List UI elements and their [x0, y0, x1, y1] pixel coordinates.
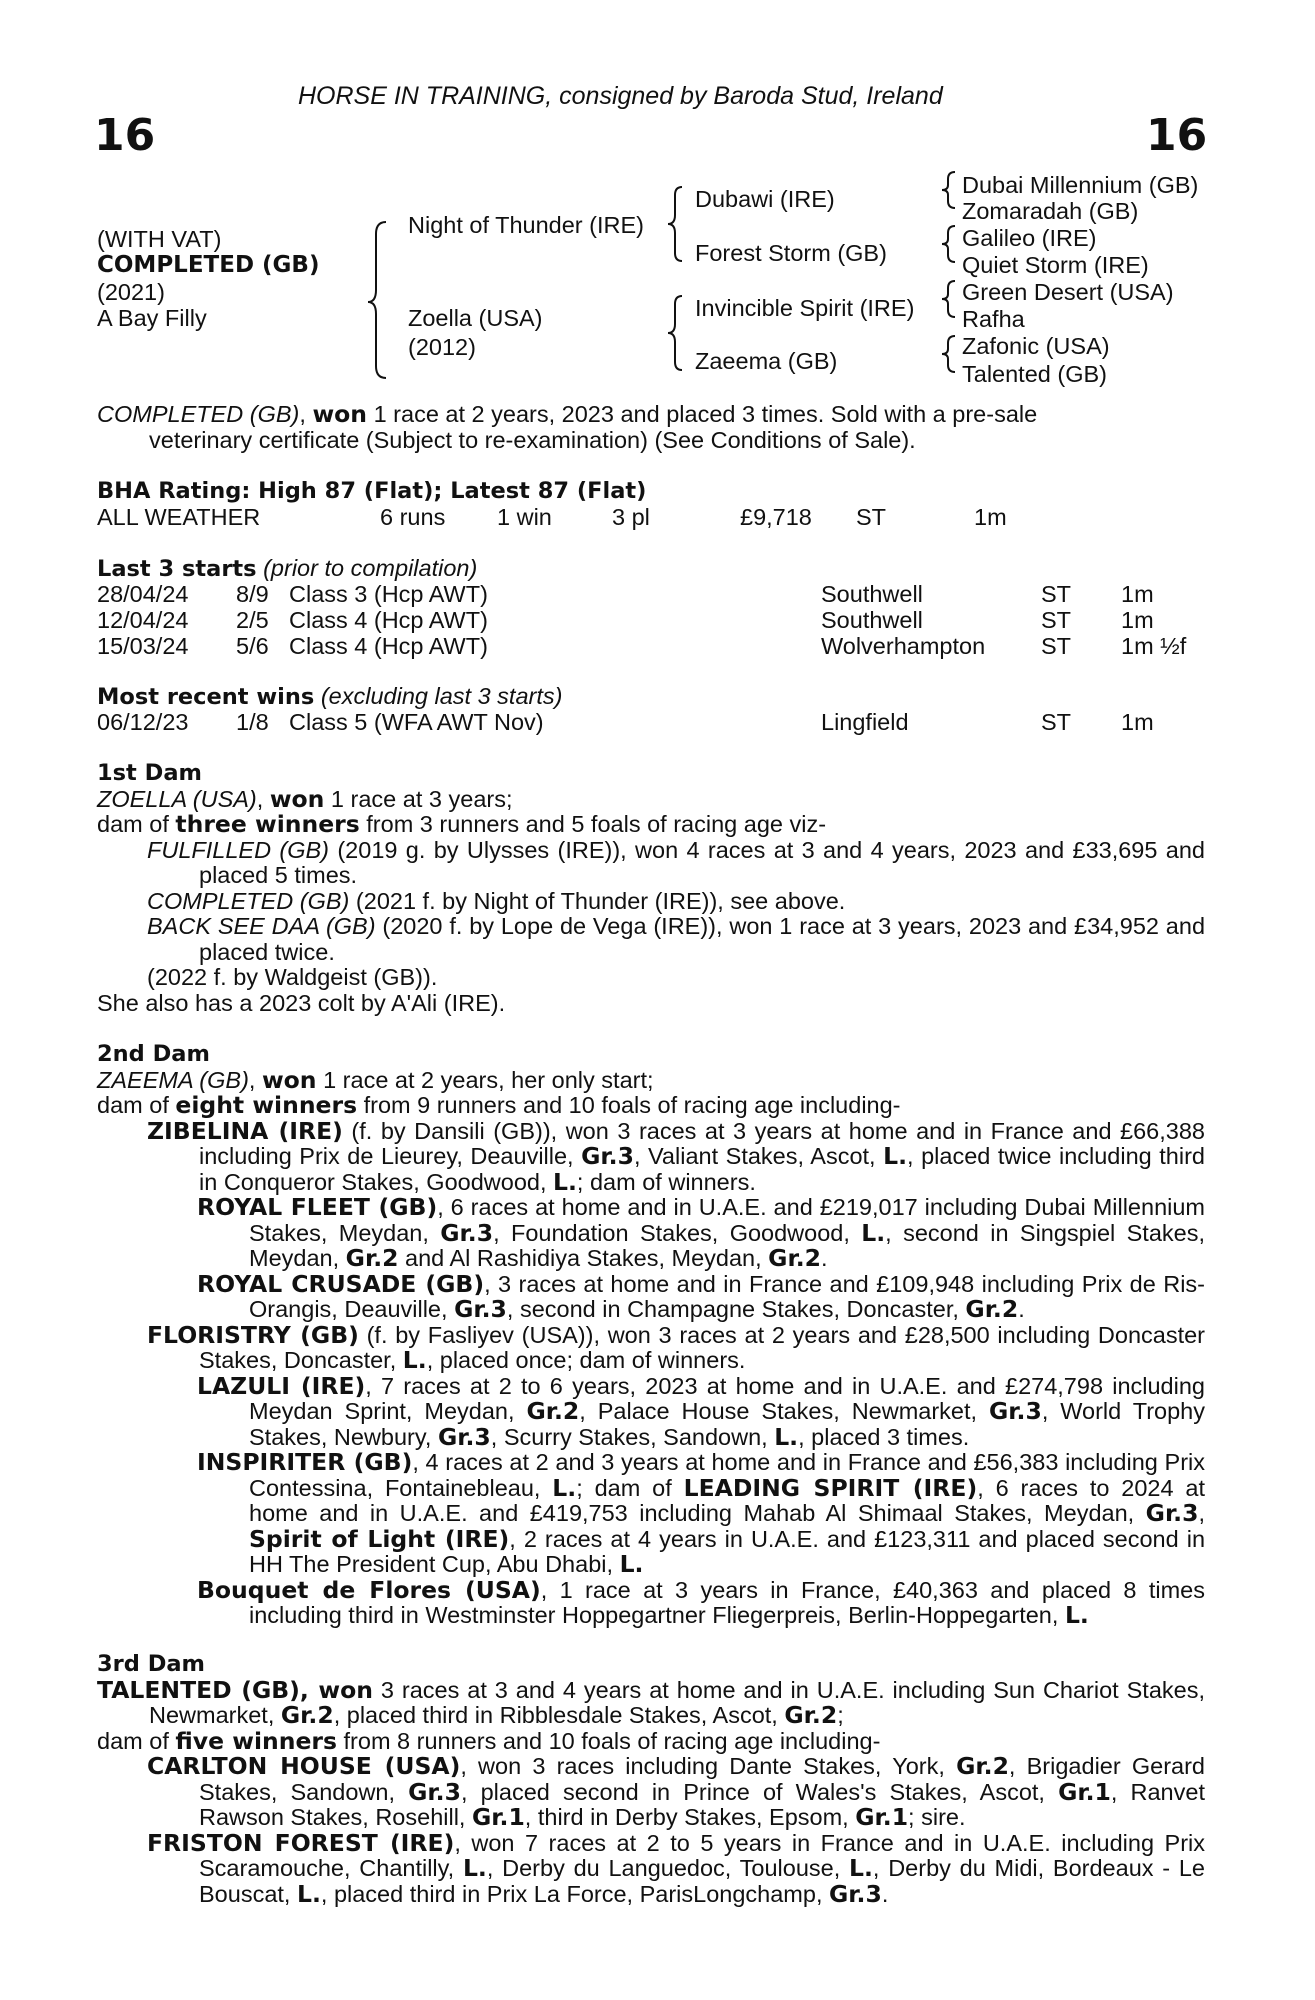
- sire-dam: Forest Storm (GB): [695, 240, 887, 266]
- last-start-date: 12/04/24: [97, 607, 189, 633]
- second-dam-section: 2nd Dam ZAEEMA (GB), won 1 race at 2 years, her only start; dam of eight winners from 9 runners and 10 foals of racing age including- ZIBELINA (IRE) (f. by Dansili (GB)), won 3 races at 3 years at home and in France and £66,388 including Prix de Lieurey, Deauville, Gr.3, Valiant Stakes, Ascot, L., placed twice including third in Conqueror Stakes, Goodwood, L.; dam of winners. ROYAL FLEET (GB), 6 races at home and in U.A.E. and £219,017 including Dubai Millennium Stakes, Meydan, Gr.3, Foundation Stakes, Goodwood, L., second in Singspiel Stakes, Meydan, Gr.2 and Al Rashidiya Stakes, Meydan, Gr.2. ROYAL CRUSADE (GB), 3 races at home and in France and £109,948 including Prix de Ris-Orangis, Deauville, Gr.3, second in Champagne Stakes, Doncaster, Gr.2. FLORISTRY (GB) (f. by Fasliyev (USA)), won 3 races at 2 years and £28,500 including Doncaster Stakes, Doncaster, L., placed once; dam of winners. LAZULI (IRE), 7 races at 2 to 6 years, 2023 at home and in U.A.E. and £274,798 including Meydan Sprint, Meydan, Gr.2, Palace House Stakes, Newmarket, Gr.3, World Trophy Stakes, Newbury, Gr.3, Scurry Stakes, Sandown, L., placed 3 times. INSPIRITER (GB), 4 races at 2 and 3 years at home and in France and £56,383 including Prix Contessina, Fontainebleau, L.; dam of LEADING SPIRIT (IRE), 6 races to 2024 at home and in U.A.E. and £419,753 including Mahab Al Shimaal Stakes, Meydan, Gr.3, Spirit of Light (IRE), 2 races at 4 years in U.A.E. and £123,311 and placed second in HH The President Cup, Abu Dhabi, L. Bouquet de Flores (USA), 1 race at 3 years in France, £40,363 and placed 8 times including third in Westminster Hoppegartner Fliegerpreis, Berlin-Hoppegarten, L.: [97, 1041, 1206, 1629]
- summary-won: won: [312, 400, 368, 428]
- last-start-going: ST: [1041, 581, 1072, 607]
- third-dam-title: 3rd Dam: [97, 1651, 205, 1677]
- last-start-going: ST: [1041, 607, 1072, 633]
- vat-note: (WITH VAT): [97, 226, 222, 252]
- recent-win-class: Class 5 (WFA AWT Nov): [289, 709, 544, 735]
- sire-sire-sire: Dubai Millennium (GB): [962, 172, 1199, 198]
- dam-dam-sire: Zafonic (USA): [962, 333, 1110, 359]
- last-start-date: 15/03/24: [97, 633, 189, 659]
- last-start-class: Class 4 (Hcp AWT): [289, 607, 488, 633]
- sire-dam-sire: Galileo (IRE): [962, 225, 1097, 251]
- dam: Zoella (USA): [408, 305, 543, 331]
- bouquet-de-flores: Bouquet de Flores (USA), 1 race at 3 years in France, £40,363 and placed 8 times including third in Westminster Hoppegartner Fliegerpreis, Berlin-Hoppegarten, L.: [197, 1575, 1205, 1629]
- rating-surface: ALL WEATHER: [97, 504, 261, 530]
- second-dam-title: 2nd Dam: [97, 1041, 210, 1067]
- friston-forest: FRISTON FOREST (IRE), won 7 races at 2 to 5 years in France and in U.A.E. including Prix Scaramouche, Chantilly, L., Derby du Languedoc, Toulouse, L., Derby du Midi, Bordeaux - Le Bouscat, L., placed third in Prix La Force, ParisLongchamp, Gr.3.: [147, 1828, 1205, 1908]
- recent-wins-title: Most recent wins (excluding last 3 starts): [97, 683, 563, 710]
- sale-header: HORSE IN TRAINING, consigned by Baroda Stud, Ireland: [298, 82, 943, 110]
- bha-rating: BHA Rating: High 87 (Flat); Latest 87 (Flat): [97, 478, 647, 504]
- first-dam-section: 1st Dam ZOELLA (USA), won 1 race at 3 years; dam of three winners from 3 runners and 5 foals of racing age viz- FULFILLED (GB) (2019 g. by Ulysses (IRE)), won 4 races at 3 and 4 years, 2023 and £33,695 and placed 5 times. COMPLETED (GB) (2021 f. by Night of Thunder (IRE)), see above. BACK SEE DAA (GB) (2020 f. by Lope de Vega (IRE)), won 1 race at 3 years, 2023 and £34,952 and placed twice. (2022 f. by Waldgeist (GB)). She also has a 2023 colt by A'Ali (IRE).: [97, 760, 1206, 1016]
- rating-going: ST: [856, 504, 887, 530]
- progeny-fulfilled: FULFILLED (GB) (2019 g. by Ulysses (IRE)), won 4 races at 3 and 4 years, 2023 and £33,695 and placed 5 times.: [147, 836, 1205, 888]
- last-start-course: Southwell: [821, 581, 923, 607]
- dam-sire-dam: Rafha: [962, 306, 1025, 332]
- lot-number-left: 16: [94, 110, 156, 161]
- rating-distance: 1m: [974, 504, 1007, 530]
- recent-win-date: 06/12/23: [97, 709, 189, 735]
- royal-crusade: ROYAL CRUSADE (GB), 3 races at home and in France and £109,948 including Prix de Ris-Orangis, Deauville, Gr.3, second in Champagne Stakes, Doncaster, Gr.2.: [197, 1269, 1205, 1323]
- carlton-house: CARLTON HOUSE (USA), won 3 races including Dante Stakes, York, Gr.2, Brigadier Gerard Stakes, Sandown, Gr.3, placed second in Prince of Wales's Stakes, Ascot, Gr.1, Ranvet Rawson Stakes, Rosehill, Gr.1, third in Derby Stakes, Epsom, Gr.1; sire.: [147, 1752, 1206, 1831]
- last-start-course: Wolverhampton: [821, 633, 986, 659]
- last-start-class: Class 4 (Hcp AWT): [289, 633, 488, 659]
- sire: Night of Thunder (IRE): [408, 212, 644, 238]
- last-start-dist: 1m ½f: [1121, 633, 1187, 659]
- dam-dam-dam: Talented (GB): [962, 361, 1107, 387]
- progeny-back-see-daa: BACK SEE DAA (GB) (2020 f. by Lope de Vega (IRE)), won 1 race at 3 years, 2023 and £34,952 and placed twice.: [147, 913, 1206, 965]
- rating-earnings: £9,718: [740, 504, 812, 530]
- dam-year: (2012): [408, 334, 476, 360]
- sire-dam-dam: Quiet Storm (IRE): [962, 252, 1149, 278]
- progeny-2023: She also has a 2023 colt by A'Ali (IRE).: [97, 989, 506, 1016]
- third-dam-section: 3rd Dam TALENTED (GB), won 3 races at 3 and 4 years at home and in U.A.E. including Sun Chariot Stakes, Newmarket, Gr.2, placed third in Ribblesdale Stakes, Ascot, Gr.2; dam of five winners from 8 runners and 10 foals of racing age including- CARLTON HOUSE (USA), won 3 races including Dante Stakes, York, Gr.2, Brigadier Gerard Stakes, Sandown, Gr.3, placed second in Prince of Wales's Stakes, Ascot, Gr.1, Ranvet Rawson Stakes, Rosehill, Gr.1, third in Derby Stakes, Epsom, Gr.1; sire. FRISTON FOREST (IRE), won 7 races at 2 to 5 years in France and in U.A.E. including Prix Scaramouche, Chantilly, L., Derby du Languedoc, Toulouse, L., Derby du Midi, Bordeaux - Le Bouscat, L., placed third in Prix La Force, ParisLongchamp, Gr.3.: [97, 1651, 1206, 1908]
- rating-placed: 3 pl: [612, 504, 650, 530]
- last-start-date: 28/04/24: [97, 581, 189, 607]
- royal-fleet: ROYAL FLEET (GB), 6 races at home and in U.A.E. and £219,017 including Dubai Millennium Stakes, Meydan, Gr.3, Foundation Stakes, Goodwood, L., second in Singspiel Stakes, Meydan, Gr.2 and Al Rashidiya Stakes, Meydan, Gr.2.: [197, 1193, 1206, 1272]
- recent-win-going: ST: [1041, 709, 1072, 735]
- rating-runs: 6 runs: [380, 504, 446, 530]
- last-start-pos: 2/5: [236, 607, 269, 633]
- recent-win-dist: 1m: [1121, 709, 1154, 735]
- last-start-dist: 1m: [1121, 581, 1154, 607]
- last-starts-title: Last 3 starts (prior to compilation): [97, 555, 478, 582]
- recent-win-pos: 1/8: [236, 709, 269, 735]
- recent-win-course: Lingfield: [821, 709, 909, 735]
- first-dam-title: 1st Dam: [97, 760, 202, 786]
- race-summary: COMPLETED (GB), won 1 race at 2 years, 2023 and placed 3 times. Sold with a pre-sale veterinary certificate (Subject to re-examination) (See Conditions of Sale).: [97, 402, 1205, 453]
- lot-number-right: 16: [1146, 110, 1208, 161]
- last-start-course: Southwell: [821, 607, 923, 633]
- summary-text: 1 race at 2 years, 2023 and placed 3 times. Sold with a pre-sale: [367, 401, 1038, 427]
- last-start-dist: 1m: [1121, 607, 1154, 633]
- horse-year: (2021): [97, 279, 165, 305]
- progeny-completed: COMPLETED (GB) (2021 f. by Night of Thunder (IRE)), see above.: [147, 887, 846, 914]
- summary-text-2: veterinary certificate (Subject to re-examination) (See Conditions of Sale).: [149, 426, 916, 453]
- rating-wins: 1 win: [497, 504, 552, 530]
- dam-sire: Invincible Spirit (IRE): [695, 295, 915, 321]
- summary-name: COMPLETED (GB): [97, 401, 300, 427]
- inspiriter: INSPIRITER (GB), 4 races at 2 and 3 years at home and in France and £56,383 including Prix Contessina, Fontainebleau, L.; dam of LEADING SPIRIT (IRE), 6 races to 2024 at home and in U.A.E. and £419,753 including Mahab Al Shimaal Stakes, Meydan, Gr.3, Spirit of Light (IRE), 2 races at 4 years in U.A.E. and £123,311 and placed second in HH The President Cup, Abu Dhabi, L.: [197, 1448, 1206, 1578]
- floristry: FLORISTRY (GB) (f. by Fasliyev (USA)), won 3 races at 2 years and £28,500 including Doncaster Stakes, Doncaster, L., placed once; dam of winners.: [147, 1320, 1206, 1374]
- dam-dam: Zaeema (GB): [695, 348, 838, 374]
- last-start-going: ST: [1041, 633, 1072, 659]
- talented: TALENTED (GB), won 3 races at 3 and 4 years at home and in U.A.E. including Sun Chariot Stakes, Newmarket, Gr.2, placed third in Ribblesdale Stakes, Ascot, Gr.2;: [97, 1675, 1205, 1729]
- dam-sire-sire: Green Desert (USA): [962, 279, 1174, 305]
- horse-name: COMPLETED (GB): [97, 252, 320, 278]
- sire-sire-dam: Zomaradah (GB): [962, 198, 1139, 224]
- last-start-class: Class 3 (Hcp AWT): [289, 581, 488, 607]
- last-start-pos: 8/9: [236, 581, 269, 607]
- last-start-pos: 5/6: [236, 633, 269, 659]
- horse-description: A Bay Filly: [97, 305, 207, 331]
- lazuli: LAZULI (IRE), 7 races at 2 to 6 years, 2023 at home and in U.A.E. and £274,798 including Meydan Sprint, Meydan, Gr.2, Palace House Stakes, Newmarket, Gr.3, World Trophy Stakes, Newbury, Gr.3, Scurry Stakes, Sandown, L., placed 3 times.: [197, 1371, 1205, 1451]
- zibelina: ZIBELINA (IRE) (f. by Dansili (GB)), won 3 races at 3 years at home and in France and £66,388 including Prix de Lieurey, Deauville, Gr.3, Valiant Stakes, Ascot, L., placed twice including third in Conqueror Stakes, Goodwood, L.; dam of winners.: [147, 1116, 1205, 1196]
- sire-sire: Dubawi (IRE): [695, 186, 835, 212]
- progeny-2022: (2022 f. by Waldgeist (GB)).: [147, 964, 438, 990]
